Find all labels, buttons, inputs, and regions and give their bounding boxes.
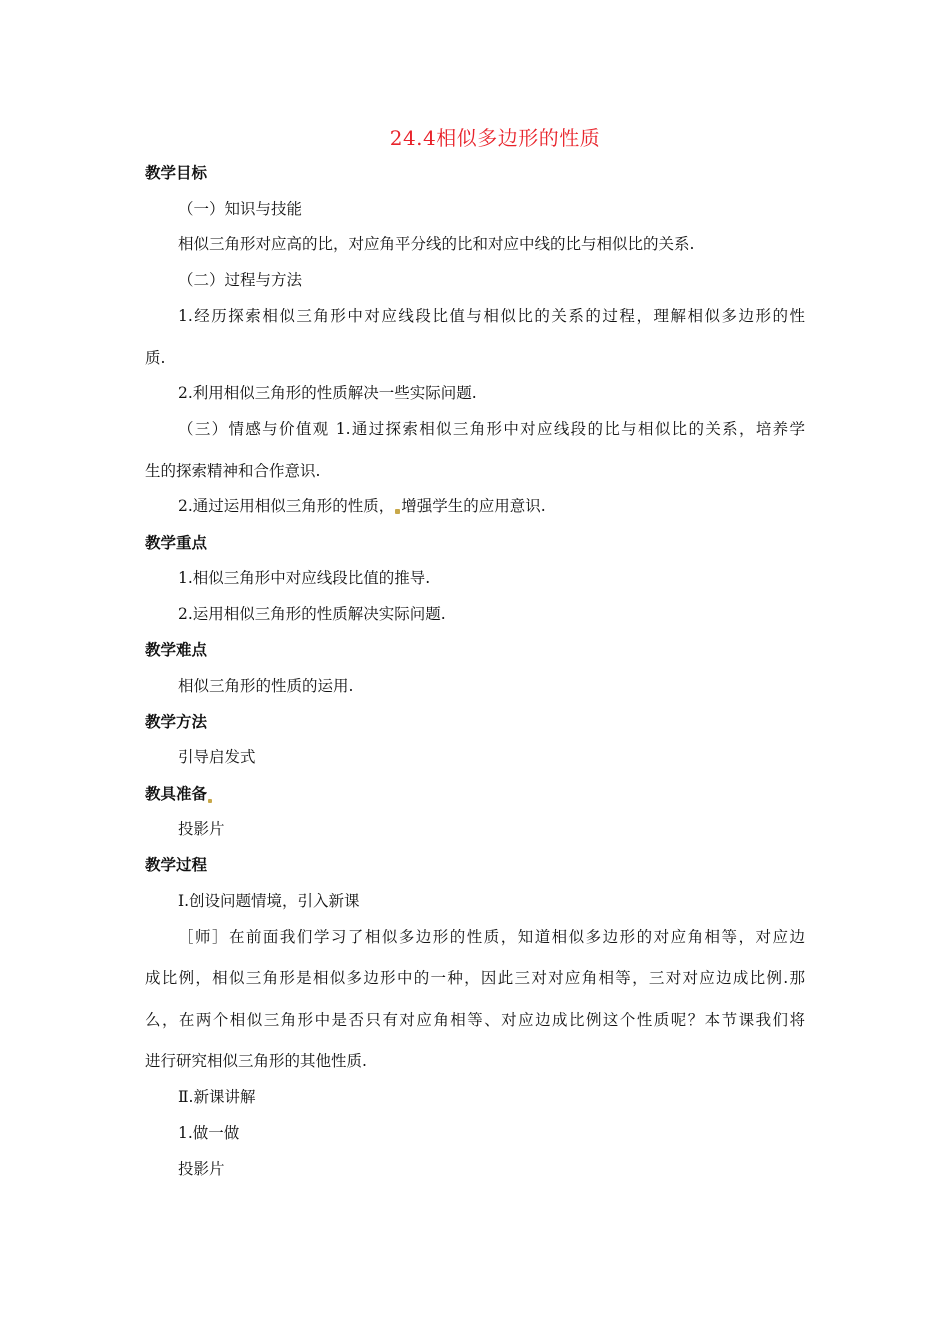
heading-objectives: 教学目标: [145, 164, 208, 182]
heading-process: 教学过程: [145, 856, 208, 874]
heading-method: 教学方法: [145, 713, 208, 731]
subheading-process-method: （二）过程与方法: [178, 271, 303, 289]
tools-text: 投影片: [178, 820, 225, 838]
key-point-item2: 2.运用相似三角形的性质解决实际问题.: [178, 605, 446, 623]
page-title: 24.4相似多边形的性质: [389, 126, 601, 150]
process-paragraph-line4: 进行研究相似三角形的其他性质.: [145, 1052, 367, 1070]
heading-difficulties: 教学难点: [145, 641, 208, 659]
paragraph-process-item1-line1: 1.经历探索相似三角形中对应线段比值与相似比的关系的过程，理解相似多边形的性: [178, 307, 805, 325]
process-step1: 1.做一做: [178, 1124, 240, 1142]
paragraph-process-item1-line2: 质.: [145, 349, 166, 367]
subheading-knowledge: （一）知识与技能: [178, 200, 303, 218]
edit-marker-icon: [208, 799, 212, 803]
heading-tools: [145, 783, 213, 805]
process-paragraph-line2: 成比例，相似三角形是相似多边形中的一种，因此三对对应角相等，三对对应边成比例.那: [145, 969, 805, 987]
difficulties-text: 相似三角形的性质的运用.: [178, 677, 354, 695]
paragraph-knowledge: 相似三角形对应高的比，对应角平分线的比和对应中线的比与相似比的关系.: [178, 235, 695, 253]
heading-tools-text: 教具准备: [145, 785, 208, 803]
process-part2-heading: Ⅱ.新课讲解: [178, 1088, 256, 1106]
process-paragraph-line3: 么，在两个相似三角形中是否只有对应角相等、对应边成比例这个性质呢？本节课我们将: [145, 1011, 805, 1029]
paragraph-process-item2: 2.利用相似三角形的性质解决一些实际问题.: [178, 384, 477, 402]
paragraph-emotion-item2-part-a: 2.通过运用相似三角形的性质，: [178, 497, 395, 515]
process-part1-heading: Ⅰ.创设问题情境，引入新课: [178, 892, 360, 910]
paragraph-emotion-item2-part-b: 增强学生的应用意识.: [401, 497, 546, 515]
method-text: 引导启发式: [178, 748, 256, 766]
key-point-item1: 1.相似三角形中对应线段比值的推导.: [178, 569, 431, 587]
process-step1-text: 投影片: [178, 1160, 225, 1178]
paragraph-emotion-line1: （三）情感与价值观 1.通过探索相似三角形中对应线段的比与相似比的关系，培养学: [178, 420, 805, 438]
paragraph-emotion-item2: [178, 495, 546, 517]
heading-key-points: 教学重点: [145, 534, 208, 552]
process-paragraph-line1: ［师］在前面我们学习了相似多边形的性质，知道相似多边形的对应角相等，对应边: [178, 928, 805, 946]
edit-marker-icon: [395, 509, 400, 514]
paragraph-emotion-line2: 生的探索精神和合作意识.: [145, 462, 321, 480]
